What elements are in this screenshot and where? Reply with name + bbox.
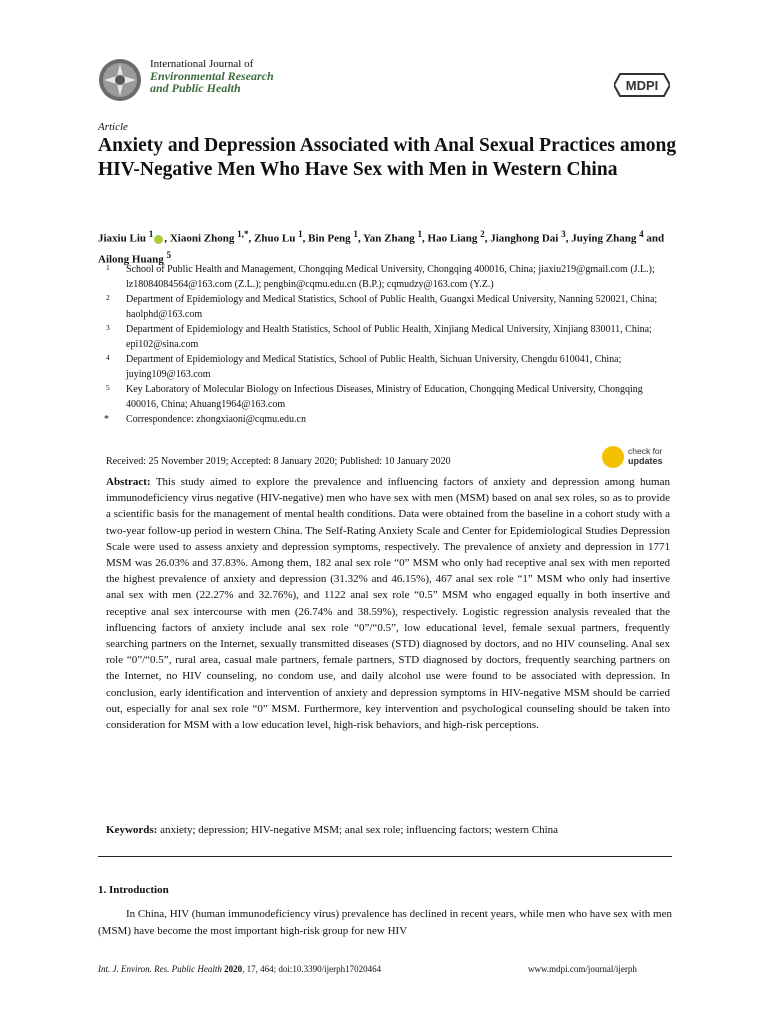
check-for-updates-button[interactable]	[602, 444, 674, 470]
check-updates-line2: updates	[628, 456, 663, 466]
affiliation-item	[98, 262, 670, 292]
correspondence-item	[98, 412, 670, 427]
keywords-label: Keywords:	[106, 824, 158, 836]
journal-name-line2: Environmental Research	[150, 69, 274, 83]
affiliation-text: Department of Epidemiology and Health Statistics, School of Public Health, Xinjiang Medical University, Xinjiang 830011, China; epi102@sina.com	[126, 324, 652, 350]
journal-logo-icon	[98, 58, 142, 102]
affiliation-number: 4	[106, 353, 110, 362]
affiliation-item	[98, 322, 670, 352]
author-name: Jiaxiu Liu	[98, 232, 149, 245]
article-type: Article	[98, 121, 128, 133]
correspondence-text: Correspondence: zhongxiaoni@cqmu.edu.cn	[126, 414, 306, 425]
abstract-text: This study aimed to explore the prevalence and influencing factors of anxiety and depression among human immunodeficiency virus negative (HIV-negative) men who have sex with men (MSM) based on anal sex roles, so as to provide a scientific basis for the management of mental health conditions. Data were obtained from the baseline in a cohort study with a two-year follow-up period in western China. The Self-Rating Anxiety Scale and Center for Epidemiological Studies Depression Scale were used to assess anxiety and depression symptoms, respectively. The prevalence of anxiety and depression in 1771 MSM was 26.03% and 37.83%. Among them, 182 anal sex role “0” MSM who only had receptive anal sex with men reported the highest prevalence of anxiety and depression (31.32% and 46.15%), 467 anal sex role “1” MSM who only had insertive anal sex with men (22.27% and 32.76%), and 1122 anal sex role “0.5” MSM who engaged equally in both insertive and receptive anal sex intercourse with men (26.74% and 38.59%), respectively. Logistic regression analysis revealed that the influencing factors of anxiety include anal sex role “0”/“0.5”, low educational level, female sexual partners, frequently searching partners on the Internet, sexually transmitted diseases (STD) diagnosed by doctors, and no HIV counseling. Anal sex role “0”/“0.5”, rural area, casual male partners, female partners, STD diagnosed by doctors, frequently searching partners on the Internet, no HIV counseling, no condom use, and daily alcohol use were found to be associated with depression. In conclusion, early identification and intervention of anxiety and depression symptoms in HIV-negative MSM should be carried out, especially for anal sex role “0” MSM. Furthermore, key intervention and psychological counseling should be taken into consideration for MSM with a low education level, high-risk behaviors, and high-risk perceptions.	[106, 476, 670, 732]
affiliation-item	[98, 352, 670, 382]
affiliation-number: 1	[106, 263, 110, 272]
author-name: Jianghong Dai	[490, 232, 562, 245]
affiliation-number: 5	[106, 383, 110, 392]
author-name: Xiaoni Zhong	[169, 232, 238, 245]
author-affiliation-sup: 1	[148, 229, 154, 239]
affiliation-text: Department of Epidemiology and Medical Statistics, School of Public Health, Guangxi Medical University, Nanning 520021, China; haolphd@163.com	[126, 294, 658, 320]
author-separator: ,	[302, 232, 309, 245]
author-name: Hao Liang	[427, 232, 481, 245]
keywords	[106, 822, 670, 838]
affiliation-text: School of Public Health and Management, Chongqing Medical University, Chongqing 400016, China; jiaxiu219@gmail.com (J.L.); lz18084084564@163.com (Z.L.); pengbin@cqmu.edu.cn (B.P.); cqmudzy@163.com (Y.Z.)	[126, 264, 655, 290]
check-updates-line1: check for	[628, 446, 663, 456]
footer-year: 2020	[224, 964, 243, 974]
author-affiliation-sup: 1	[353, 229, 358, 239]
footer-journal-abbrev: Int. J. Environ. Res. Public Health	[98, 964, 222, 974]
author-separator: ,	[422, 232, 428, 245]
affiliation-text: Key Laboratory of Molecular Biology on Infectious Diseases, Ministry of Education, Chongqing Medical University, Chongqing 400016, China; Ahuang1964@163.com	[126, 384, 643, 410]
author-name: Juying Zhang	[571, 232, 640, 245]
keywords-text: anxiety; depression; HIV-negative MSM; anal sex role; influencing factors; western China	[160, 824, 559, 836]
author-affiliation-sup: 4	[639, 229, 644, 239]
orcid-icon[interactable]	[154, 235, 163, 244]
mdpi-logo-text: MDPI	[625, 78, 659, 93]
divider	[98, 856, 672, 857]
affiliation-item	[98, 292, 670, 322]
author-name: Yan Zhang	[363, 232, 418, 245]
abstract	[106, 474, 670, 733]
section-heading: 1. Introduction	[98, 884, 169, 896]
abstract-label: Abstract:	[106, 476, 151, 488]
author-affiliation-sup: 5	[166, 249, 172, 260]
journal-name	[150, 58, 274, 94]
author-affiliation-sup: 1	[298, 229, 303, 239]
author-name: Bin Peng	[308, 232, 354, 245]
footer-citation-rest: , 17, 464; doi:10.3390/ijerph17020464	[242, 964, 382, 974]
author-separator: ,	[484, 232, 491, 245]
affiliation-number: 2	[106, 293, 110, 302]
affiliation-item	[98, 382, 670, 412]
article-title: Anxiety and Depression Associated with Anal Sexual Practices among HIV-Negative Men Who Have Sex with Men in Western China	[98, 135, 677, 180]
journal-name-line3: and Public Health	[150, 81, 241, 95]
affiliation-text: Department of Epidemiology and Medical Statistics, School of Public Health, Sichuan University, Chengdu 610041, China; juying109@163.com	[126, 354, 622, 380]
author-name: Zhuo Lu	[254, 232, 299, 245]
author-separator: ,	[565, 232, 572, 245]
footer-url[interactable]: www.mdpi.com/journal/ijerph	[528, 964, 637, 974]
correspondence-mark: *	[104, 414, 109, 425]
mdpi-logo-icon	[614, 72, 670, 98]
author-separator: ,	[248, 232, 255, 245]
affiliation-list	[98, 262, 670, 427]
author-separator: and	[643, 232, 665, 245]
affiliation-number: 3	[106, 323, 110, 332]
author-affiliation-sup: 1,*	[237, 229, 249, 239]
journal-name-line1: International Journal of	[150, 58, 254, 70]
introduction-text: In China, HIV (human immunodeficiency virus) prevalence has declined in recent years, while men who have sex with men (MSM) have become the most important high-risk group for new HIV	[98, 908, 672, 937]
author-affiliation-sup: 3	[561, 229, 566, 239]
publication-dates: Received: 25 November 2019; Accepted: 8 January 2020; Published: 10 January 2020	[106, 456, 451, 467]
author-separator: ,	[357, 232, 364, 245]
author-name: Ailong Huang	[98, 253, 167, 266]
check-updates-icon	[602, 446, 624, 468]
author-separator: ,	[164, 232, 170, 245]
footer-citation	[98, 964, 381, 974]
author-affiliation-sup: 2	[480, 229, 485, 239]
author-affiliation-sup: 1	[417, 229, 423, 239]
